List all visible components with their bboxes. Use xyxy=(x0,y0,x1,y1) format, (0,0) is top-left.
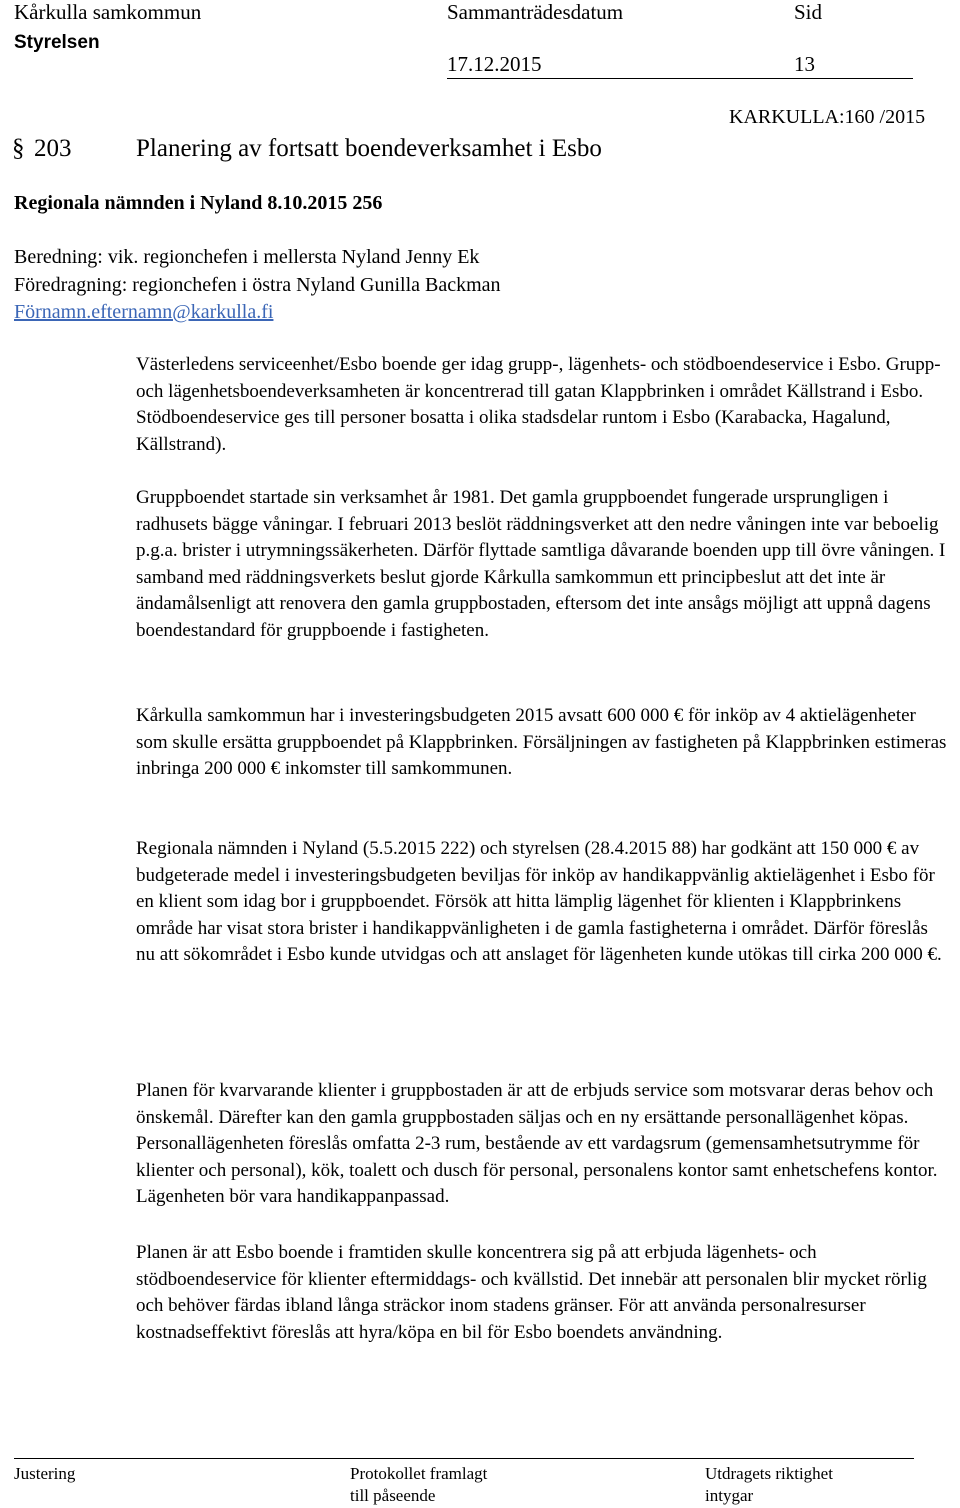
footer-protocol-line2: till påseende xyxy=(350,1486,436,1505)
item-number: 203 xyxy=(34,135,72,162)
board-name: Styrelsen xyxy=(14,32,100,53)
committee-subheading: Regionala nämnden i Nyland 8.10.2015 256 xyxy=(14,192,383,214)
paragraph: Kårkulla samkommun har i investeringsbudgeten 2015 avsatt 600 000 € för inköp av 4 aktielägenheter som skulle ersätta gruppboendet på Klappbrinken. Försäljningen av fastigheten på Klappbrinken estimeras inbringa 200 000 € inkomster till samkommunen. xyxy=(136,705,947,779)
meeting-date: 17.12.2015 xyxy=(447,52,542,76)
footer-protocol-line1: Protokollet framlagt xyxy=(350,1464,488,1483)
paragraph: Planen för kvarvarande klienter i gruppbostaden är att de erbjuds service som motsvarar deras behov och önskemål. Därefter kan den gamla gruppbostaden säljas och en ny ersättande personallägenhet köpas. Personallägenheten föreslås omfatta 2-3 rum, bestående av ett vardagsrum (gemensamhetsutrymme för klienter och personal), kök, toalett och dusch för personal, personalens kontor samt enhetschefens kontor. Lägenheten bör vara handikappanpassad. xyxy=(136,1080,938,1207)
page-label: Sid xyxy=(794,0,823,24)
meeting-date-label: Sammanträdesdatum xyxy=(447,0,624,24)
section-sign-icon: § xyxy=(12,135,25,162)
case-reference: KARKULLA:160 /2015 xyxy=(729,106,926,128)
paragraph: Regionala nämnden i Nyland (5.5.2015 222) och styrelsen (28.4.2015 88) har godkänt att 150 000 € av budgeterade medel i investeringsbudgeten beviljas för inköp av handikappvänlig aktielägenhet i Esbo för en klient som idag bor i gruppboendet. Försök att hitta lämplig lägenhet för klienten i Klappbrinkens område har visat stora brister i handikappvänligheten i de gamla fastigheterna i området. Därför föreslås nu att sökområdet i Esbo kunde utvidgas och att anslaget för lägenheten kunde utökas till cirka 200 000 €. xyxy=(136,838,942,965)
paragraph: Gruppboendet startade sin verksamhet år 1981. Det gamla gruppboendet fungerade ursprungligen i radhusets bägge våningar. I februari 2013 beslöt räddningsverket att den nedre våningen inte var beboelig p.g.a. brister i utrymningssäkerheten. Därför flyttade samtliga dåvarande boenden upp till övre våningen. I samband med räddningsverkets beslut gjorde Kårkulla samkommun ett principbeslut att det inte är ändamålsenligt att renovera den gamla gruppbostaden, eftersom det inte ansågs möjligt att uppnå dagens boendestandard för gruppboende i fastigheten. xyxy=(136,487,946,641)
footer-extract-line1: Utdragets riktighet xyxy=(705,1464,833,1483)
organization-name: Kårkulla samkommun xyxy=(14,0,202,24)
paragraph: Planen är att Esbo boende i framtiden skulle koncentrera sig på att erbjuda lägenhets- och stödboendeservice för klienter eftermiddags- och kvällstid. Det innebär att personalen blir mycket rörlig och behöver färdas ibland långa sträckor inom stadens gränser. För att använda personalresurser kostnadseffektivt föreslås att hyra/köpa en bil för Esbo boendets användning. xyxy=(136,1242,927,1343)
page-number: 13 xyxy=(794,52,815,76)
footer-justering: Justering xyxy=(14,1464,76,1483)
footer-rule xyxy=(14,1458,914,1459)
contact-email-link[interactable]: Förnamn.efternamn@karkulla.fi xyxy=(14,301,274,323)
header-rule xyxy=(447,78,913,79)
presenter-line: Föredragning: regionchefen i östra Nyland Gunilla Backman xyxy=(14,274,501,296)
item-title: Planering av fortsatt boendeverksamhet i Esbo xyxy=(136,135,602,162)
preparer-line: Beredning: vik. regionchefen i mellersta Nyland Jenny Ek xyxy=(14,246,480,268)
footer-extract-line2: intygar xyxy=(705,1486,754,1505)
paragraph: Västerledens serviceenhet/Esbo boende ger idag grupp-, lägenhets- och stödboendeservice i Esbo. Grupp- och lägenhetsboendeverksamheten är koncentrerad till gatan Klappbrinken i området Källstrand i Esbo. Stödboendeservice ges till personer bosatta i olika stadsdelar runtom i Esbo (Karabacka, Hagalund, Källstrand). xyxy=(136,354,941,455)
